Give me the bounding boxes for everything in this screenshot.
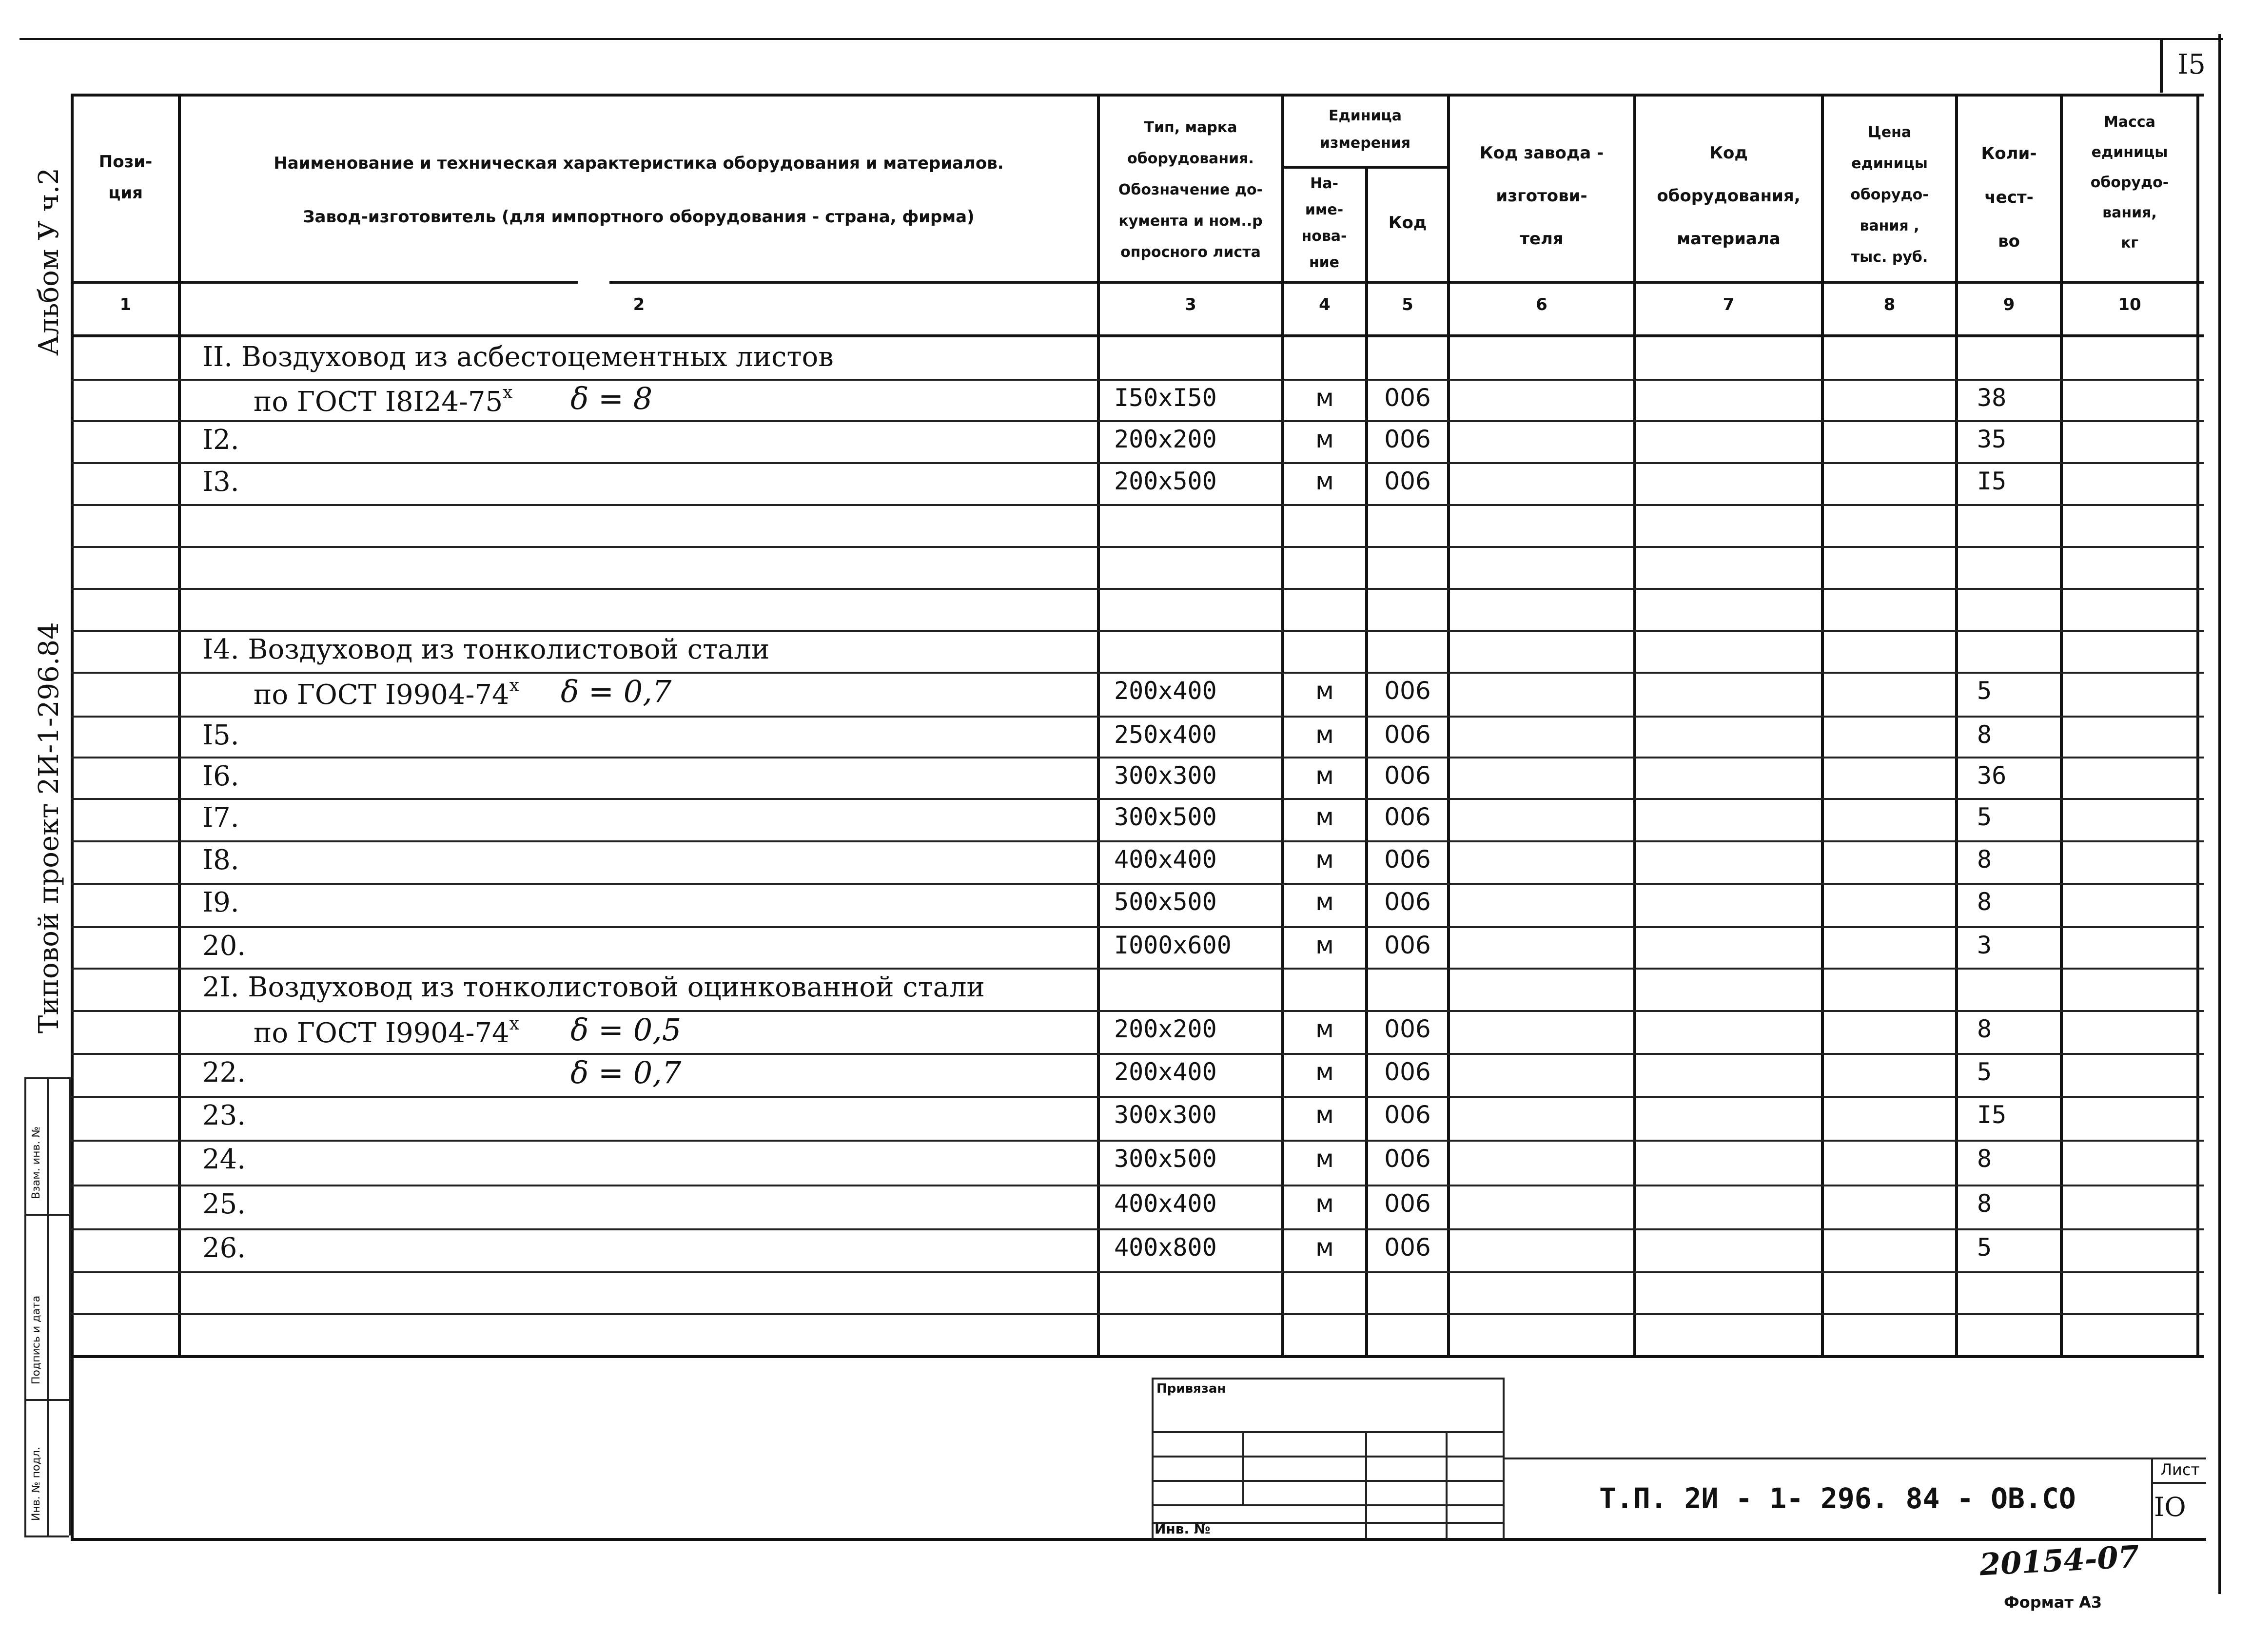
unit-value: м xyxy=(1315,845,1334,874)
row-line xyxy=(71,1010,2204,1012)
type-value: 400x400 xyxy=(1114,845,1217,874)
code-value: 006 xyxy=(1384,1145,1431,1173)
type-value: I50xI50 xyxy=(1114,384,1217,412)
row-line xyxy=(71,1140,2204,1142)
type-value: 250x400 xyxy=(1114,720,1217,749)
header-quantity: Коли- чест- во xyxy=(1981,144,2037,251)
row-line xyxy=(71,1096,2204,1098)
header-position: Пози- ция xyxy=(98,152,153,203)
row-name-text: 25. xyxy=(202,1188,246,1220)
quantity-value: 8 xyxy=(1977,845,1992,874)
row-name-text: 20. xyxy=(202,930,246,962)
col-number-6: 6 xyxy=(1536,295,1547,314)
type-value: 300x300 xyxy=(1114,761,1217,790)
col-number-4: 4 xyxy=(1319,295,1331,314)
col-number-9: 9 xyxy=(2003,295,2015,314)
code-value: 006 xyxy=(1384,1058,1431,1086)
format-label: Формат А3 xyxy=(2004,1593,2102,1612)
row-name xyxy=(202,887,239,918)
row-name xyxy=(202,972,985,1003)
row-name xyxy=(202,802,239,834)
row-line xyxy=(71,672,2204,674)
row-name-text: I7. xyxy=(202,802,239,834)
quantity-value: 8 xyxy=(1977,1015,1992,1043)
row-name xyxy=(202,1100,246,1131)
col-number-7: 7 xyxy=(1723,295,1735,314)
type-value: 500x500 xyxy=(1114,888,1217,916)
sheet-number: IO xyxy=(2154,1492,2186,1522)
row-name-text: I3. xyxy=(202,466,239,498)
code-value: 006 xyxy=(1384,720,1431,749)
type-value: I000x600 xyxy=(1114,931,1232,959)
row-line xyxy=(71,716,2204,718)
unit-value: м xyxy=(1315,1233,1334,1262)
row-name-text: 2I. Воздуховод из тонколистовой оцинкованной стали xyxy=(202,972,985,1003)
code-value: 006 xyxy=(1384,677,1431,705)
unit-value: м xyxy=(1315,720,1334,749)
code-value: 006 xyxy=(1384,761,1431,790)
gost-superscript: х xyxy=(509,1014,519,1034)
row-line xyxy=(71,840,2204,842)
sheet-label: Лист xyxy=(2160,1460,2200,1479)
col-number-1: 1 xyxy=(119,295,132,314)
row-name-text: 22. xyxy=(202,1057,246,1088)
quantity-value: 8 xyxy=(1977,888,1992,916)
unit-value: м xyxy=(1315,1015,1334,1043)
row-name-text: по ГОСТ I8I24-75 xyxy=(254,386,503,418)
stamp-inv-orig: Инв. № подл. xyxy=(30,1447,42,1521)
unit-value: м xyxy=(1315,888,1334,916)
unit-value: м xyxy=(1315,761,1334,790)
handwritten-number: 20154-07 xyxy=(1978,1538,2140,1583)
col-number-10: 10 xyxy=(2118,295,2141,314)
row-line xyxy=(71,798,2204,800)
quantity-value: I5 xyxy=(1977,467,2007,495)
code-value: 006 xyxy=(1384,467,1431,495)
unit-value: м xyxy=(1315,677,1334,705)
row-name-text: I2. xyxy=(202,424,239,456)
quantity-value: 35 xyxy=(1977,425,2007,453)
project-label: Типовой проект 2И-1-296.84 xyxy=(33,622,65,1033)
thickness-value: δ = 8 xyxy=(570,381,653,416)
row-line xyxy=(71,462,2204,464)
header-price: Цена единицы оборудо- вания , тыс. руб. xyxy=(1850,124,1929,266)
quantity-value: 5 xyxy=(1977,803,1992,831)
row-line xyxy=(71,883,2204,885)
row-line xyxy=(71,379,2204,381)
table-top-border xyxy=(71,94,2204,97)
row-name-text: по ГОСТ I9904-74 xyxy=(254,679,509,711)
type-value: 200x200 xyxy=(1114,425,1217,453)
header-factory-code: Код завода - изготови- теля xyxy=(1479,143,1604,249)
inv-number-label: Инв. № xyxy=(1155,1521,1211,1537)
quantity-value: I5 xyxy=(1977,1101,2007,1129)
unit-value: м xyxy=(1315,384,1334,412)
code-value: 006 xyxy=(1384,1189,1431,1218)
row-name-text: I8. xyxy=(202,844,239,876)
row-line xyxy=(71,546,2204,548)
row-line xyxy=(71,968,2204,970)
quantity-value: 5 xyxy=(1977,677,1992,705)
row-name xyxy=(202,466,239,498)
code-value: 006 xyxy=(1384,1233,1431,1262)
code-value: 006 xyxy=(1384,931,1431,959)
header-type: Тип, марка оборудования. Обозначение до- кумента и ном..р опросного листа xyxy=(1118,119,1263,261)
row-line xyxy=(71,1053,2204,1055)
row-name-text: II. Воздуховод из асбестоцементных листов xyxy=(202,341,834,373)
unit-value: м xyxy=(1315,467,1334,495)
row-name xyxy=(254,1014,519,1049)
type-value: 200x200 xyxy=(1114,1015,1217,1043)
col-number-5: 5 xyxy=(1402,295,1413,314)
code-value: 006 xyxy=(1384,845,1431,874)
row-line xyxy=(71,1228,2204,1230)
type-value: 200x400 xyxy=(1114,1058,1217,1086)
type-value: 400x400 xyxy=(1114,1189,1217,1218)
code-value: 006 xyxy=(1384,384,1431,412)
row-name xyxy=(202,1188,246,1220)
page-number: I5 xyxy=(2177,49,2206,80)
gost-superscript: х xyxy=(503,383,513,403)
row-name xyxy=(202,1232,246,1264)
row-line xyxy=(71,630,2204,632)
unit-value: м xyxy=(1315,803,1334,831)
unit-value: м xyxy=(1315,1058,1334,1086)
quantity-value: 3 xyxy=(1977,931,1992,959)
unit-value: м xyxy=(1315,931,1334,959)
row-name-text: 24. xyxy=(202,1144,246,1175)
row-name-text: I5. xyxy=(202,719,239,751)
row-name xyxy=(254,676,519,711)
header-mass: Масса единицы оборудо- вания, кг xyxy=(2090,114,2169,252)
quantity-value: 8 xyxy=(1977,1189,1992,1218)
code-value: 006 xyxy=(1384,803,1431,831)
quantity-value: 36 xyxy=(1977,761,2007,790)
col-number-3: 3 xyxy=(1185,295,1196,314)
stamp-sign-date: Подпись и дата xyxy=(30,1295,42,1384)
row-name xyxy=(202,844,239,876)
attached-label: Привязан xyxy=(1156,1381,1226,1396)
quantity-value: 5 xyxy=(1977,1058,1992,1086)
album-label: Альбом У ч.2 xyxy=(33,168,65,356)
row-name-text: I6. xyxy=(202,760,239,792)
header-unit-code: Код xyxy=(1388,213,1427,233)
header-unit-name: На- име- нова- ние xyxy=(1301,175,1347,271)
header-name: Наименование и техническая характеристика оборудования и материалов. Завод-изготовитель (для импортного оборудования - страна, фирма) xyxy=(274,154,1004,227)
stamp-replace: Взам. инв. № xyxy=(30,1126,42,1199)
unit-value: м xyxy=(1315,425,1334,453)
type-value: 300x300 xyxy=(1114,1101,1217,1129)
row-name xyxy=(202,424,239,456)
designation: Т.П. 2И - 1- 296. 84 - ОВ.СО xyxy=(1599,1482,2076,1515)
row-name-text: 23. xyxy=(202,1100,246,1131)
quantity-value: 38 xyxy=(1977,384,2007,412)
row-name xyxy=(202,719,239,751)
row-line xyxy=(71,588,2204,590)
row-line xyxy=(71,926,2204,928)
type-value: 300x500 xyxy=(1114,803,1217,831)
unit-value: м xyxy=(1315,1189,1334,1218)
quantity-value: 8 xyxy=(1977,720,1992,749)
code-value: 006 xyxy=(1384,425,1431,453)
type-value: 400x800 xyxy=(1114,1233,1217,1262)
code-value: 006 xyxy=(1384,1101,1431,1129)
row-line xyxy=(71,1313,2204,1315)
row-line xyxy=(71,504,2204,506)
header-equipment-code: Код оборудования, материала xyxy=(1657,143,1801,249)
type-value: 200x400 xyxy=(1114,677,1217,705)
row-name-text: I9. xyxy=(202,887,239,918)
row-line xyxy=(71,757,2204,758)
unit-value: м xyxy=(1315,1101,1334,1129)
row-line xyxy=(71,1185,2204,1186)
row-line xyxy=(71,1271,2204,1273)
row-name-text: I4. Воздуховод из тонколистовой стали xyxy=(202,634,770,665)
code-value: 006 xyxy=(1384,888,1431,916)
code-value: 006 xyxy=(1384,1015,1431,1043)
quantity-value: 8 xyxy=(1977,1145,1992,1173)
col-number-2: 2 xyxy=(633,295,645,314)
gost-superscript: х xyxy=(509,676,519,696)
row-name-text: по ГОСТ I9904-74 xyxy=(254,1017,509,1049)
row-name xyxy=(202,1144,246,1175)
row-line xyxy=(71,420,2204,422)
thickness-value: δ = 0,7 xyxy=(561,674,672,709)
unit-value: м xyxy=(1315,1145,1334,1173)
row-name xyxy=(202,760,239,792)
table-bottom-border xyxy=(71,1355,2204,1358)
col-number-8: 8 xyxy=(1883,295,1896,314)
row-name xyxy=(202,1057,246,1088)
thickness-value: δ = 0,7 xyxy=(570,1055,682,1090)
row-name xyxy=(202,341,834,373)
row-name xyxy=(202,930,246,962)
row-name-text: 26. xyxy=(202,1232,246,1264)
type-value: 300x500 xyxy=(1114,1145,1217,1173)
row-name xyxy=(254,383,512,418)
quantity-value: 5 xyxy=(1977,1233,1992,1262)
header-unit-group: Единица измерения xyxy=(1319,107,1411,152)
thickness-value: δ = 0,5 xyxy=(570,1012,682,1048)
type-value: 200x500 xyxy=(1114,467,1217,495)
row-name xyxy=(202,634,769,665)
